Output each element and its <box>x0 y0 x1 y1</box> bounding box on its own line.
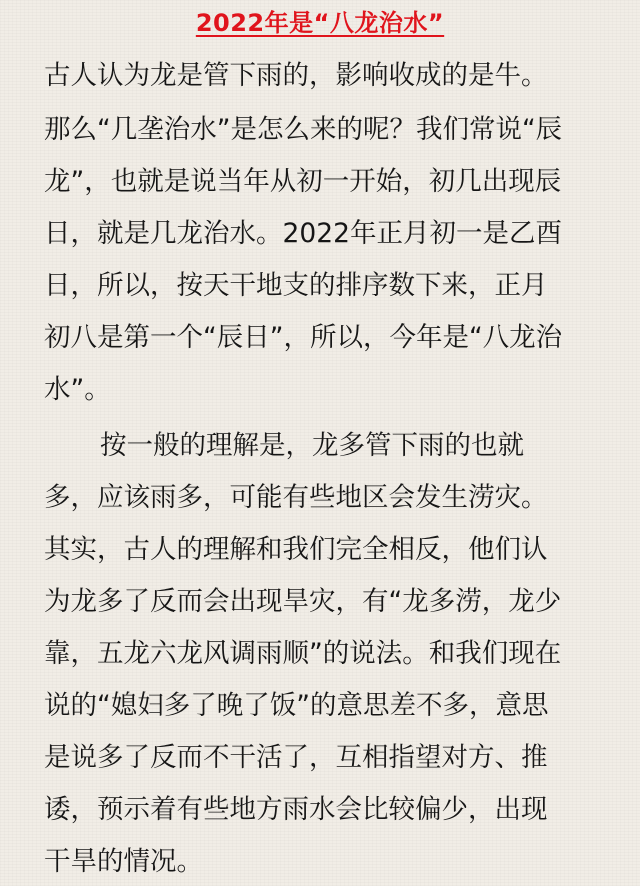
text-line: 干旱的情况。 <box>44 846 203 877</box>
text-line: 水”。 <box>44 374 111 405</box>
text-line: 古人认为龙是管下雨的，影响收成的是牛。 <box>44 60 548 91</box>
paragraph-start-line: 按一般的理解是，龙多管下雨的也就 <box>100 430 524 461</box>
text-line: 初八是第一个“辰日”，所以，今年是“八龙治 <box>44 322 563 353</box>
text-line: 龙”，也就是说当年从初一开始，初几出现辰 <box>44 166 562 197</box>
article-title-text: 2022年是“八龙治水” <box>195 9 445 37</box>
text-line: 那么“几垄治水”是怎么来的呢？我们常说“辰 <box>44 114 563 145</box>
text-line: 诿，预示着有些地方雨水会比较偏少，出现 <box>44 794 548 825</box>
text-line: 是说多了反而不干活了，互相指望对方、推 <box>44 742 548 773</box>
text-line: 说的“媳妇多了晚了饭”的意思差不多，意思 <box>44 690 549 721</box>
article-title <box>0 6 640 40</box>
text-line: 其实，古人的理解和我们完全相反，他们认 <box>44 534 548 565</box>
text-line: 日，所以，按天干地支的排序数下来，正月 <box>44 270 548 301</box>
text-line: 为龙多了反而会出现旱灾，有“龙多涝，龙少 <box>44 586 562 617</box>
text-line: 多，应该雨多，可能有些地区会发生涝灾。 <box>44 482 548 513</box>
text-line: 靠，五龙六龙风调雨顺”的说法。和我们现在 <box>44 638 562 669</box>
text-line: 日，就是几龙治水。2022年正月初一是乙酉 <box>44 218 562 249</box>
